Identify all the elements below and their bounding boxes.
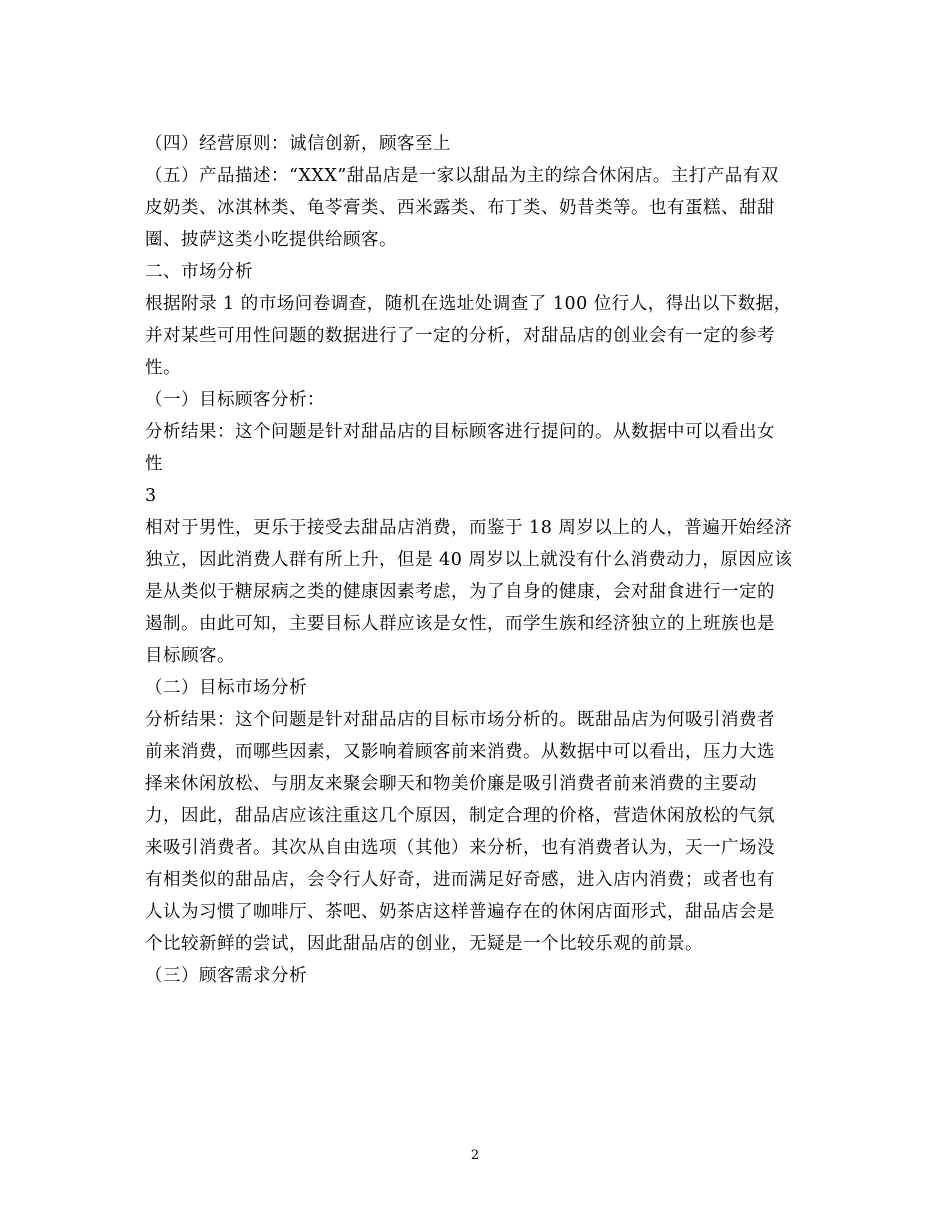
text-line: 3 xyxy=(145,486,157,506)
subsection-heading: （一）目标顾客分析： xyxy=(145,390,325,410)
text-line: 分析结果：这个问题是针对甜品店的目标市场分析的。既甜品店为何吸引消费者 xyxy=(145,710,775,730)
text-line: 独立，因此消费人群有所上升，但是 40 周岁以上就没有什么消费动力，原因应该 xyxy=(145,550,793,570)
subsection-heading: （二）目标市场分析 xyxy=(145,678,307,698)
text-line: 根据附录 1 的市场问卷调查，随机在选址处调查了 100 位行人，得出以下数据， xyxy=(145,294,792,314)
text-line: 目标顾客。 xyxy=(145,646,235,666)
text-line: 人认为习惯了咖啡厅、茶吧、奶茶店这样普遍存在的休闲店面形式，甜品店会是 xyxy=(145,902,775,922)
text-line: 性。 xyxy=(145,358,181,378)
page-number: 2 xyxy=(470,1148,480,1163)
text-line: 有相类似的甜品店，会令行人好奇，进而满足好奇感，进入店内消费；或者也有 xyxy=(145,870,775,890)
text-line: 相对于男性，更乐于接受去甜品店消费，而鉴于 18 周岁以上的人，普遍开始经济 xyxy=(145,518,793,538)
subsection-heading: （三）顾客需求分析 xyxy=(145,966,307,986)
text-line: 力，因此，甜品店应该注重这几个原因，制定合理的价格，营造休闲放松的气氛 xyxy=(145,806,775,826)
text-line: 并对某些可用性问题的数据进行了一定的分析，对甜品店的创业会有一定的参考 xyxy=(145,326,775,346)
text-line: （四）经营原则：诚信创新，顾客至上 xyxy=(145,134,451,154)
text-line: 来吸引消费者。其次从自由选项（其他）来分析，也有消费者认为，天一广场没 xyxy=(145,838,775,858)
text-line: 遏制。由此可知，主要目标人群应该是女性，而学生族和经济独立的上班族也是 xyxy=(145,614,775,634)
document-body xyxy=(145,128,815,992)
text-line: 圈、披萨这类小吃提供给顾客。 xyxy=(145,230,397,250)
text-line: 性 xyxy=(145,454,163,474)
section-heading: 二、市场分析 xyxy=(145,262,253,282)
text-line: （五）产品描述：“XXX”甜品店是一家以甜品为主的综合休闲店。主打产品有双 xyxy=(145,166,779,186)
text-line: 分析结果：这个问题是针对甜品店的目标顾客进行提问的。从数据中可以看出女 xyxy=(145,422,775,442)
text-line: 皮奶类、冰淇林类、龟苓膏类、西米露类、布丁类、奶昔类等。也有蛋糕、甜甜 xyxy=(145,198,775,218)
text-line: 前来消费，而哪些因素，又影响着顾客前来消费。从数据中可以看出，压力大选 xyxy=(145,742,775,762)
text-line: 个比较新鲜的尝试，因此甜品店的创业，无疑是一个比较乐观的前景。 xyxy=(145,934,703,954)
text-line: 择来休闲放松、与朋友来聚会聊天和物美价廉是吸引消费者前来消费的主要动 xyxy=(145,774,757,794)
text-line: 是从类似于糖尿病之类的健康因素考虑，为了自身的健康，会对甜食进行一定的 xyxy=(145,582,775,602)
